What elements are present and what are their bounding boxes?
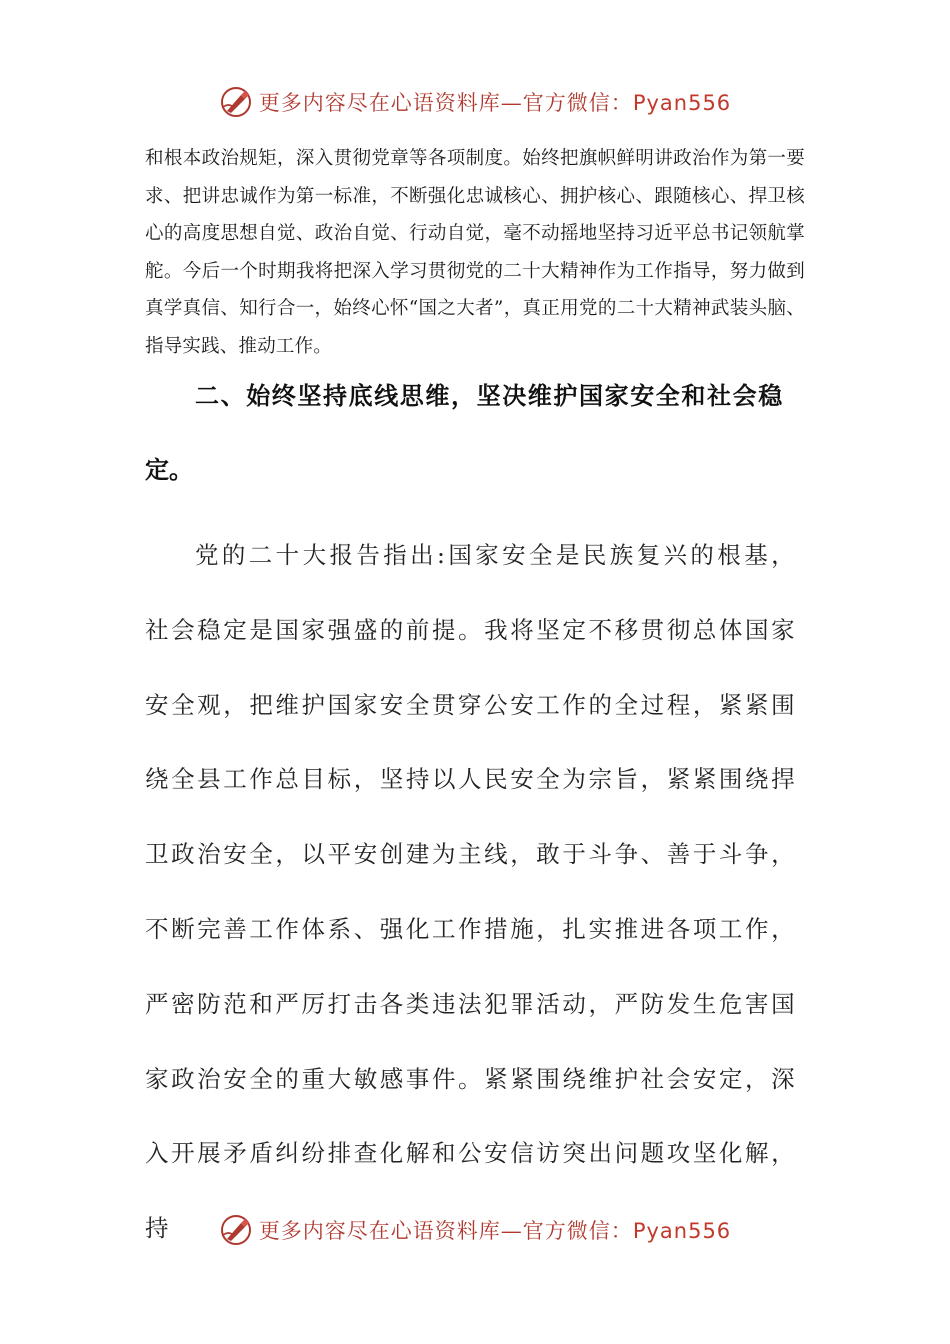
banner-text: [259, 1215, 731, 1245]
banner-wechat-id: Pyan556: [632, 1219, 732, 1243]
pen-nib-logo-icon: [219, 85, 253, 119]
banner-label: 更多内容尽在心语资料库—官方微信：: [258, 91, 633, 115]
pen-nib-logo-icon: [219, 1213, 253, 1247]
banner-label: 更多内容尽在心语资料库—官方微信：: [258, 1219, 633, 1243]
intro-paragraph: 和根本政治规矩，深入贯彻党章等各项制度。始终把旗帜鲜明讲政治作为第一要求、把讲忠诚作为第一标准，不断强化忠诚核心、拥护核心、跟随核心、捍卫核心的高度思想自觉、政治自觉、行动自觉，毫不动摇地坚持习近平总书记领航掌舵。今后一个时期我将把深入学习贯彻党的二十大精神作为工作指导，努力做到真学真信、知行合一，始终心怀“国之大者”，真正用党的二十大精神武装头脑、指导实践、推动工作。: [145, 148, 805, 357]
banner-wechat-id: Pyan556: [632, 91, 732, 115]
banner-text: [259, 87, 731, 117]
header-banner: [0, 82, 950, 122]
section-heading-line-1: 二、始终坚持底线思维，坚决维护国家安全和社会稳: [195, 382, 784, 410]
footer-banner: [0, 1210, 950, 1250]
section-heading-line-2: 定。: [145, 456, 193, 484]
body-paragraph: 党的二十大报告指出:国家安全是民族复兴的根基，社会稳定是国家强盛的前提。我将坚定不移贯彻总体国家安全观，把维护国家安全贯穿公安工作的全过程，紧紧围绕全县工作总目标，坚持以人民安全为宗旨，紧紧围绕捍卫政治安全，以平安创建为主线，敢于斗争、善于斗争，不断完善工作体系、强化工作措施，扎实推进各项工作，严密防范和严厉打击各类违法犯罪活动，严防发生危害国家政治安全的重大敏感事件。紧紧围绕维护社会安定，深入开展矛盾纠纷排查化解和公安信访突出问题攻坚化解，持: [145, 541, 797, 1243]
